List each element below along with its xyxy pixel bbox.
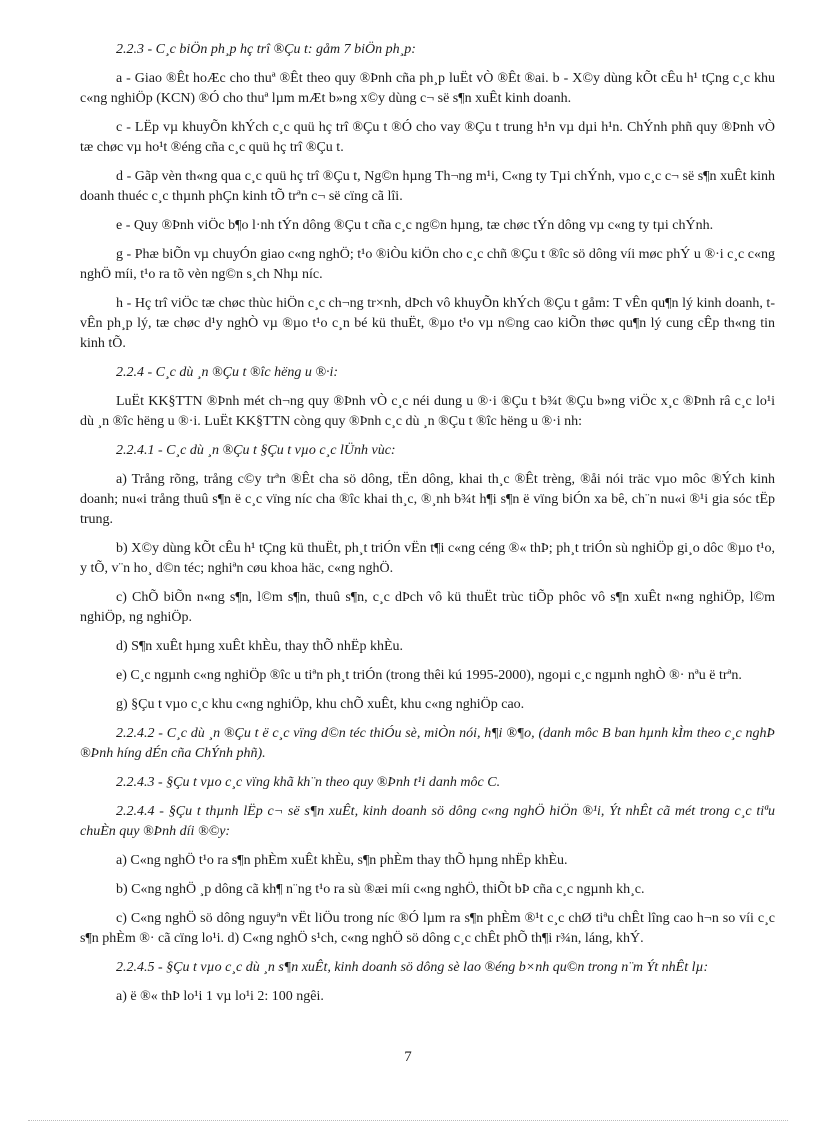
paragraph-h: h - Hç trî viÖc tæ chøc thùc hiÖn c¸c ch¬ng tr×nh, dÞch vô khuyÕn khÝch ®Çu t gåm: T vÊn qu¶n lý kinh doanh, t vÊn ph¸p lý, tæ chøc d¹y nghÒ vµ ®µo t¹o c¸n bé kü thuËt, ®µo t¹o vµ n©ng cao kiÕn thøc qu¶n lý cung cÊp th«ng tin kinh tÕ. (80, 296, 775, 351)
paragraph-d: d - Gãp vèn th«ng qua c¸c quü hç trî ®Çu t, Ng©n hµng Th¬ng m¹i, C«ng ty Tµi chÝnh, vµo c¸c c¬ së s¶n xuÊt kinh doanh thuéc c¸c thµnh phÇn kinh tÕ trªn c¬ së cïng cã lîi. (80, 169, 775, 204)
paragraph-g: g - Phæ biÕn vµ chuyÓn giao c«ng nghÖ; t¹o ®iÒu kiÖn cho c¸c chñ ®Çu t ®îc sö dông víi møc phÝ u ®·i c¸c c«ng nghÖ míi, t¹o ra tõ vèn ng©n s¸ch Nhµ níc. (80, 247, 775, 282)
section-heading-2-2-4-1: 2.2.4.1 - C¸c dù ¸n ®Çu t §Çu t vµo c¸c lÜnh vùc: (116, 443, 396, 458)
section-heading-2-2-3: 2.2.3 - C¸c biÖn ph¸p hç trî ®Çu t: gåm 7 biÖn ph¸p: (116, 42, 416, 57)
section-heading-2-2-4-4: 2.2.4.4 - §Çu t thµnh lËp c¬ së s¶n xuÊt, kinh doanh sö dông c«ng nghÖ hiÖn ®¹i, Ýt nhÊt cã mét trong c¸c tiªu chuÈn quy ®Þnh díi ®©y: (80, 804, 775, 839)
page-number: 7 (404, 1049, 412, 1065)
list-item-g: g) §Çu t vµo c¸c khu c«ng nghiÖp, khu chÕ xuÊt, khu c«ng nghiÖp cao. (116, 697, 525, 712)
section-heading-2-2-4: 2.2.4 - C¸c dù ¸n ®Çu t ®îc hëng u ®·i: (116, 365, 339, 380)
section-heading-2-2-4-2: 2.2.4.2 - C¸c dù ¸n ®Çu t ë c¸c vïng d©n téc thiÓu sè, miÒn nói, h¶i ®¶o, (danh môc B ban hµnh kÌm theo c¸c nghÞ ®Þnh híng dÉn cña ChÝnh phñ). (80, 726, 775, 761)
list-item-c: c) ChÕ biÕn n«ng s¶n, l©m s¶n, thuû s¶n, c¸c dÞch vô kü thuËt trùc tiÕp phôc vô s¶n xuÊt n«ng nghiÖp, l©m nghiÖp, ng nghiÖp. (80, 590, 775, 625)
paragraph-law-intro: LuËt KK§TTN ®Þnh mét ch¬ng quy ®Þnh vÒ c¸c néi dung u ®·i ®Çu t b¾t ®Çu b»ng viÖc x¸c ®Þnh râ c¸c lo¹i dù ¸n ®îc hëng u ®·i. LuËt KK§TTN còng quy ®Þnh c¸c dù ¸n ®Çu t ®îc hëng u ®·i nh: (80, 394, 775, 429)
list-item-b: b) X©y dùng kÕt cÊu h¹ tÇng kü thuËt, ph¸t triÓn vËn t¶i c«ng céng ®« thÞ; ph¸t triÓn sù nghiÖp gi¸o dôc ®µo t¹o, y tÕ, v¨n ho¸ d©n téc; nghiªn cøu khoa häc, c«ng nghÖ. (80, 541, 775, 576)
list-item-e: e) C¸c ngµnh c«ng nghiÖp ®îc u tiªn ph¸t triÓn (trong thêi kú 1995-2000), ngoµi c¸c ngµnh nghÒ ®· nªu ë trªn. (116, 668, 742, 683)
tech-item-a: a) C«ng nghÖ t¹o ra s¶n phÈm xuÊt khÈu, s¶n phÈm thay thÕ hµng nhËp khÈu. (116, 853, 568, 868)
page-bottom-divider (28, 1120, 788, 1121)
list-item-d: d) S¶n xuÊt hµng xuÊt khÈu, thay thÕ nhËp khÈu. (116, 639, 403, 654)
paragraph-e: e - Quy ®Þnh viÖc b¶o l·nh tÝn dông ®Çu t cña c¸c ng©n hµng, tæ chøc tÝn dông vµ c«ng ty tµi chÝnh. (116, 218, 714, 233)
section-heading-2-2-4-5: 2.2.4.5 - §Çu t vµo c¸c dù ¸n s¶n xuÊt, kinh doanh sö dông sè lao ®éng b×nh qu©n trong n¨m Ýt nhÊt lµ: (116, 960, 709, 975)
paragraph-c: c - LËp vµ khuyÕn khÝch c¸c quü hç trî ®Çu t ®Ó cho vay ®Çu t trung h¹n vµ dµi h¹n. ChÝnh phñ quy ®Þnh vÒ tæ chøc vµ ho¹t ®éng cña c¸c quü hç trî ®Çu t. (80, 120, 775, 155)
section-heading-2-2-4-3: 2.2.4.3 - §Çu t vµo c¸c vïng khã kh¨n theo quy ®Þnh t¹i danh môc C. (116, 775, 501, 790)
labor-item-a: a) ë ®« thÞ lo¹i 1 vµ lo¹i 2: 100 ngêi. (116, 989, 324, 1004)
paragraph-a-b: a - Giao ®Êt hoÆc cho thuª ®Êt theo quy ®Þnh cña ph¸p luËt vÒ ®Êt ®ai. b - X©y dùng kÕt cÊu h¹ tÇng c¸c khu c«ng nghiÖp (KCN) ®Ó cho thuª lµm mÆt b»ng x©y dùng c¬ së s¶n xuÊt kinh doanh. (80, 71, 775, 106)
tech-item-b: b) C«ng nghÖ ¸p dông cã kh¶ n¨ng t¹o ra sù ®æi míi c«ng nghÖ, thiÕt bÞ cña c¸c ngµnh kh¸c. (116, 882, 645, 897)
tech-item-c-d: c) C«ng nghÖ sö dông nguyªn vËt liÖu trong níc ®Ó lµm ra s¶n phÈm ®¹t c¸c chØ tiªu chÊt lîng cao h¬n so víi c¸c s¶n phÈm ®· cã cïng lo¹i. d) C«ng nghÖ s¹ch, c«ng nghÖ sö dông c¸c chÊt phÕ th¶i r¾n, láng, khÝ. (80, 911, 775, 946)
document-body (80, 40, 775, 1016)
list-item-a: a) Trång rõng, trång c©y trªn ®Êt cha sö dông, tËn dông, khai th¸c ®Êt trèng, ®åi nói träc vµo môc ®Ých kinh doanh; nu«i trång thuû s¶n ë c¸c vïng níc cha ®îc khai th¸c, ®¸nh b¾t h¶i s¶n ë vïng biÓn xa bê, ch¨n nu«i ®¹i gia sóc tËp trung. (80, 472, 775, 527)
